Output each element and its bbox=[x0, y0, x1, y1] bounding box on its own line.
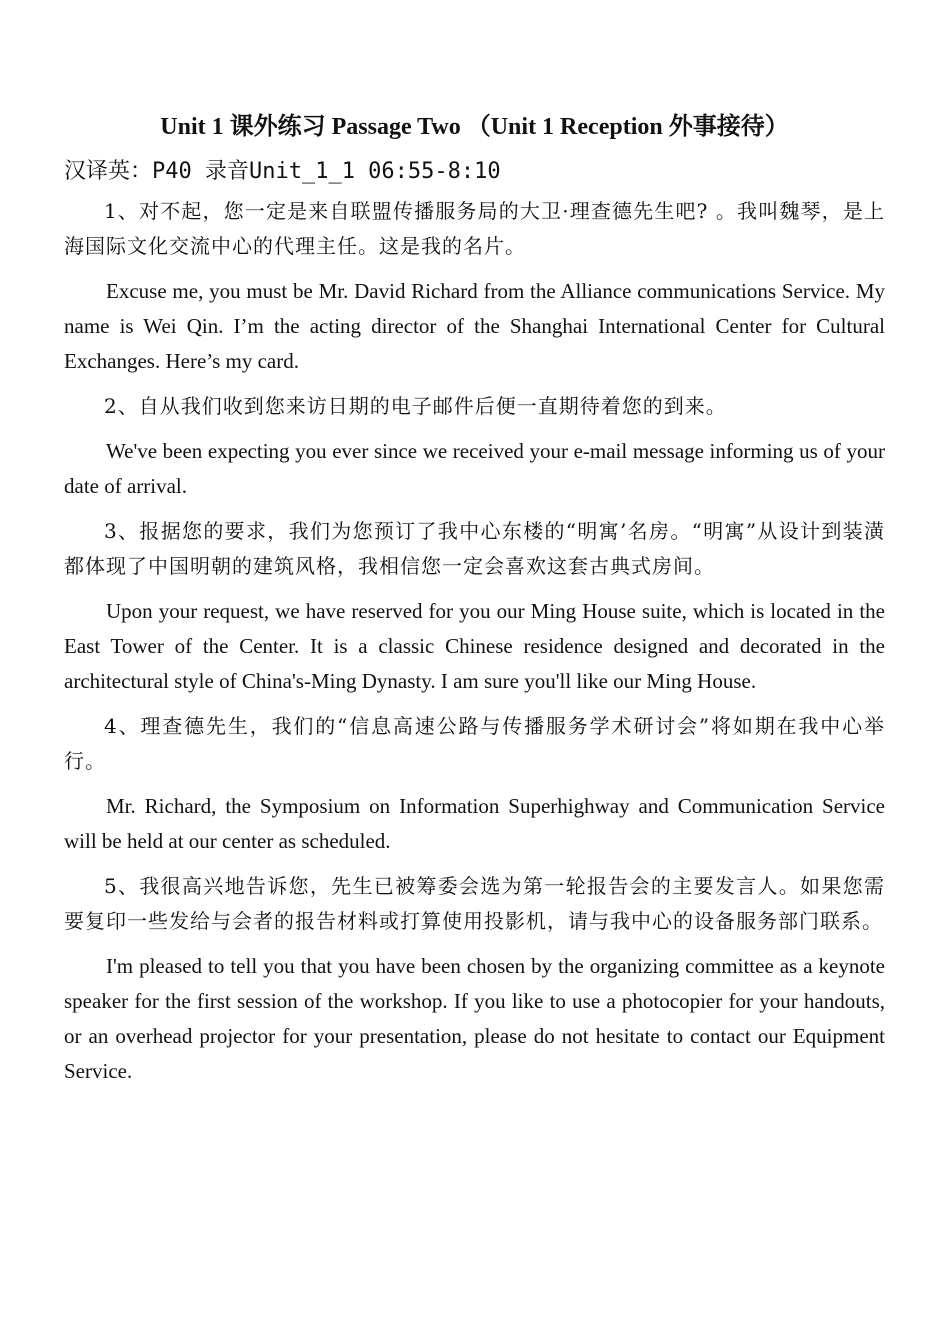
document-page bbox=[64, 108, 885, 1099]
item-2-english: We've been expecting you ever since we received your e-mail message informing us of your date of arrival. bbox=[64, 439, 885, 498]
item-3-english: Upon your request, we have reserved for you our Ming House suite, which is located in the East Tower of the Center. It is a classic Chinese residence designed and decorated in the architectural style of China's-Ming Dynasty. I am sure you'll like our Ming House. bbox=[64, 599, 885, 693]
item-3-chinese: 3、报据您的要求，我们为您预订了我中心东楼的“明寓’名房。“明寓”从设计到装潢都体现了中国明朝的建筑风格，我相信您一定会喜欢这套古典式房间。 bbox=[64, 519, 885, 578]
item-1-chinese: 1、对不起，您一定是来自联盟传播服务局的大卫·理查德先生吧? 。我叫魏琴，是上海国际文化交流中心的代理主任。这是我的名片。 bbox=[64, 199, 885, 258]
item-4-chinese: 4、理查德先生，我们的“信息高速公路与传播服务学术研讨会”将如期在我中心举行。 bbox=[64, 714, 885, 773]
item-5-english: I'm pleased to tell you that you have been chosen by the organizing committee as a keynote speaker for the first session of the workshop. If you like to use a photocopier for your handouts, or an overhead projector for your presentation, please do not hesitate to contact our Equipment Service. bbox=[64, 954, 885, 1083]
document-title: Unit 1 课外练习 Passage Two （Unit 1 Reception 外事接待） bbox=[160, 114, 789, 140]
item-5-chinese: 5、我很高兴地告诉您，先生已被筹委会选为第一轮报告会的主要发言人。如果您需要复印一些发给与会者的报告材料或打算使用投影机，请与我中心的设备服务部门联系。 bbox=[64, 874, 885, 933]
item-4-english: Mr. Richard, the Symposium on Information Superhighway and Communication Service will be held at our center as scheduled. bbox=[64, 794, 885, 853]
item-1-english: Excuse me, you must be Mr. David Richard from the Alliance communications Service. My name is Wei Qin. I’m the acting director of the Shanghai International Center for Cultural Exchanges. Here’s my card. bbox=[64, 279, 885, 373]
item-2-chinese: 2、自从我们收到您来访日期的电子邮件后便一直期待着您的到来。 bbox=[104, 394, 727, 418]
document-subtitle: 汉译英：P40 录音Unit_1_1 06:55-8:10 bbox=[64, 159, 501, 184]
